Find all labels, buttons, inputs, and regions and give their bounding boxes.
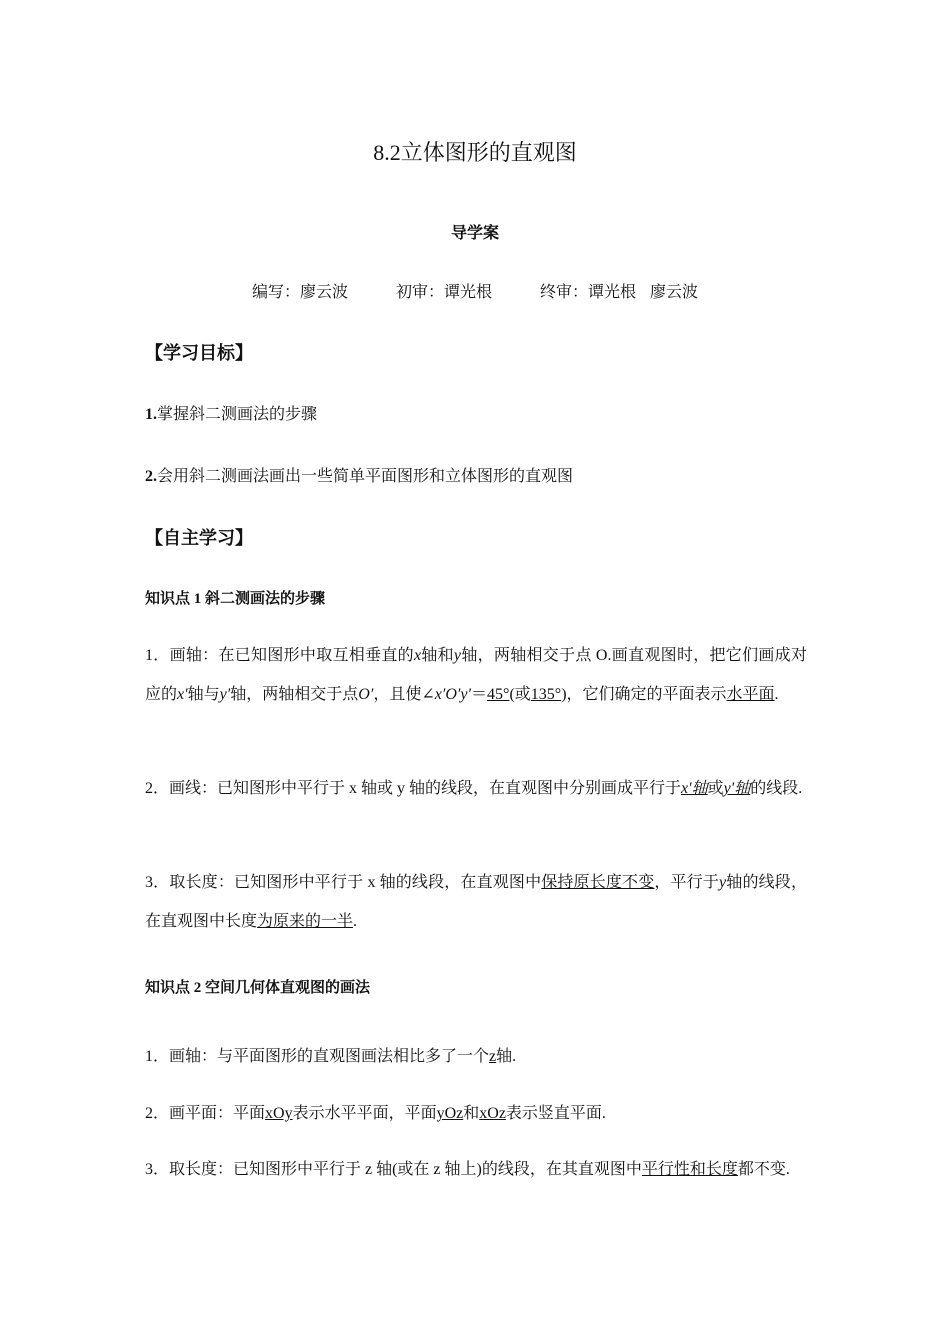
- answer-135-deg: 135°: [530, 686, 562, 703]
- answer-45-deg: 45°: [487, 686, 510, 703]
- goal-text: 会用斜二测画法画出一些简单平面图形和立体图形的直观图: [157, 468, 574, 485]
- writer: 编写：廖云波: [251, 284, 348, 301]
- final-reviewer: 终审：谭光根: [540, 284, 637, 301]
- answer-z-axis: z: [489, 1048, 497, 1065]
- kp1-paragraph-3: 3．取长度：已知图形中平行于 x 轴的线段，在直观图中保持原长度不变，平行于y轴的线段，在直观图中长度为原来的一半.: [145, 874, 807, 930]
- goal-number: 2.: [145, 468, 157, 485]
- kp1-paragraph-2: 2．画线：已知图形中平行于 x 轴或 y 轴的线段，在直观图中分别画成平行于x′轴或y′轴的线段.: [145, 780, 803, 797]
- kp2-paragraph-2: 2．画平面：平面xOy表示水平平面，平面yOz和xOz表示竖直平面.: [145, 1105, 606, 1122]
- answer-xoz: xOz: [479, 1105, 506, 1122]
- knowledge-point-2-title: 知识点 2 空间几何体直观图的画法: [145, 980, 371, 996]
- knowledge-point-1-title: 知识点 1 斜二测画法的步骤: [145, 591, 326, 607]
- page-subtitle: 导学案: [450, 225, 499, 242]
- authors-line: [0, 279, 950, 302]
- answer-x-axis: x′轴: [681, 780, 708, 797]
- answer-keep-length: 保持原长度不变: [541, 874, 655, 891]
- goal-number: 1.: [145, 406, 157, 423]
- self-study-heading: 【自主学习】: [145, 528, 253, 548]
- kp2-paragraph-1: 1．画轴：与平面图形的直观图画法相比多了一个z轴.: [145, 1048, 517, 1065]
- answer-yoz: yOz: [436, 1105, 464, 1122]
- final-reviewer-extra: 廖云波: [650, 284, 699, 301]
- answer-horizontal-plane: 水平面: [726, 686, 775, 703]
- answer-half-length: 为原来的一半: [257, 913, 354, 930]
- goal-text: 掌握斜二测画法的步骤: [157, 406, 318, 423]
- answer-xoy: xOy: [265, 1105, 293, 1122]
- page-title: 8.2立体图形的直观图: [373, 140, 577, 165]
- goals-heading: 【学习目标】: [145, 343, 253, 363]
- kp1-paragraph-1: 1．画轴：在已知图形中取互相垂直的x轴和y轴，两轴相交于点 O.画直观图时，把它们画成对应的x′轴与y′轴，两轴相交于点O′，且使∠x′O′y′＝45°(或135°)，它们确定的平面表示水平面.: [145, 647, 807, 703]
- kp2-paragraph-3: 3．取长度：已知图形中平行于 z 轴(或在 z 轴上)的线段，在其直观图中平行性和长度都不变.: [145, 1161, 790, 1178]
- answer-y-axis: y′轴: [723, 780, 751, 797]
- goal-item-2: [145, 463, 573, 486]
- goal-item-1: [145, 401, 317, 424]
- first-reviewer: 初审：谭光根: [395, 284, 492, 301]
- answer-parallel-length: 平行性和长度: [641, 1161, 738, 1178]
